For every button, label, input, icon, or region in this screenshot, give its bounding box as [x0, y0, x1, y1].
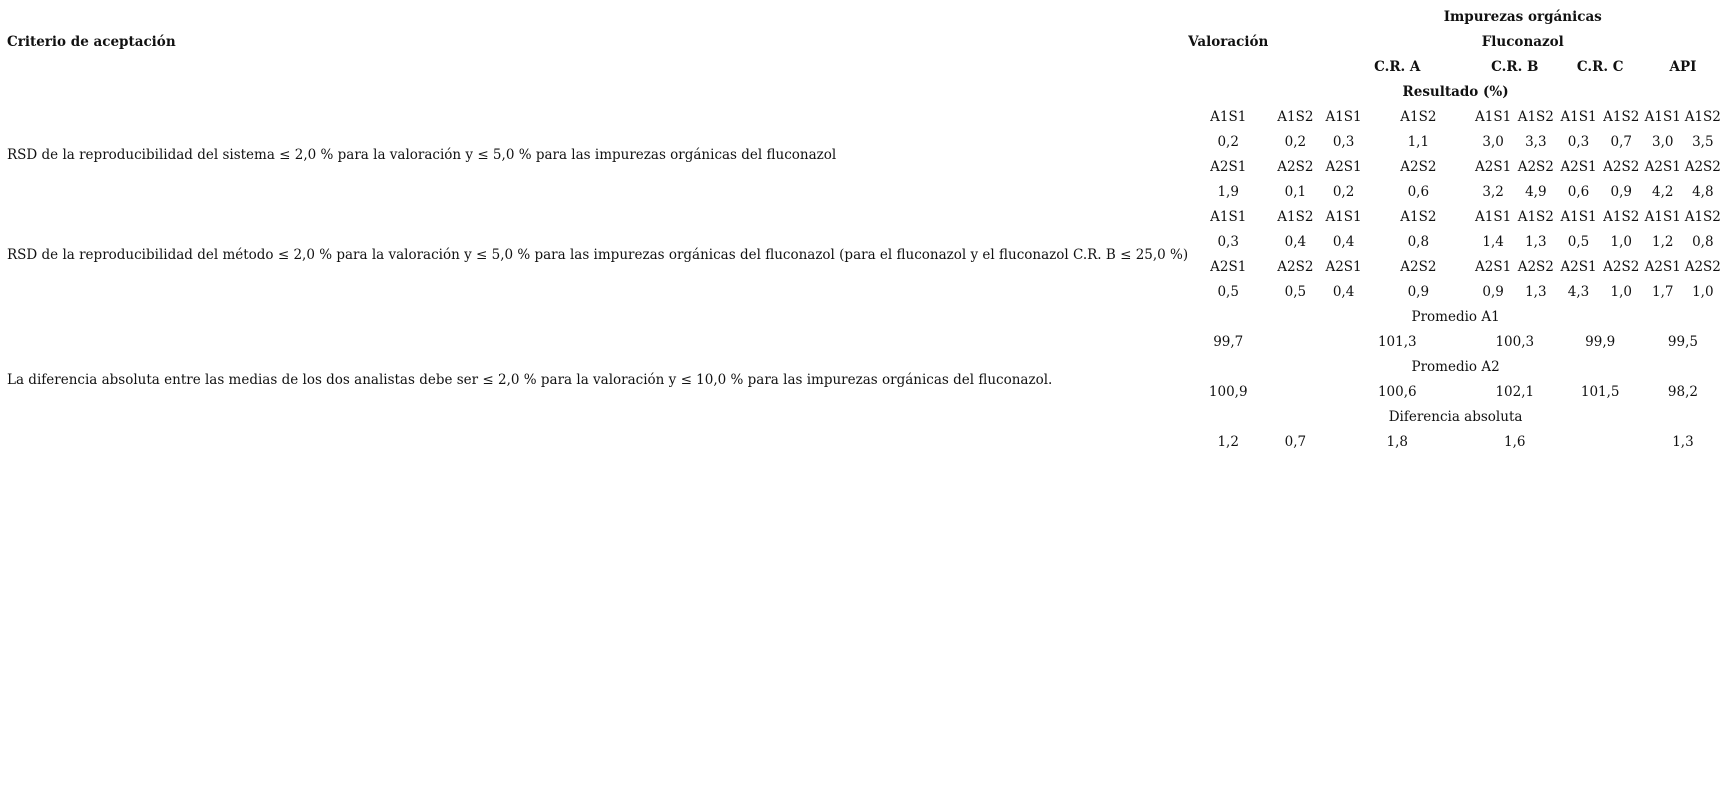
result-value: 0,2 [1332, 184, 1355, 200]
sample-label: A1S1 [1475, 109, 1512, 125]
sample-label: A2S2 [1603, 159, 1640, 175]
sample-label: A1S2 [1684, 209, 1721, 225]
difference-label: Diferencia absoluta [1388, 409, 1523, 425]
result-value: 0,3 [1217, 234, 1239, 250]
result-value: 0,6 [1567, 184, 1590, 200]
result-value: 1,3 [1525, 284, 1547, 300]
sample-label: A2S2 [1400, 159, 1437, 175]
result-value: 3,3 [1525, 134, 1547, 150]
average-value: 100,3 [1495, 334, 1535, 350]
sample-label: A2S2 [1400, 259, 1437, 275]
sample-label: A2S1 [1210, 259, 1247, 275]
sample-label: A2S1 [1325, 159, 1362, 175]
result-value: 0,5 [1284, 284, 1307, 300]
average-value: 100,6 [1377, 384, 1417, 400]
result-value: 0,8 [1692, 234, 1714, 250]
result-value: 1,1 [1407, 134, 1430, 150]
result-value: 0,3 [1567, 134, 1590, 150]
table-row [4, 305, 1723, 330]
header-valoracion: Valoración [1188, 34, 1269, 50]
result-value: 0,2 [1284, 134, 1307, 150]
result-value: 0,5 [1567, 234, 1590, 250]
sample-label: A2S1 [1560, 159, 1597, 175]
sample-label: A1S1 [1644, 109, 1681, 125]
sample-label: A1S1 [1560, 109, 1597, 125]
result-value: 0,9 [1482, 284, 1504, 300]
result-value: 0,9 [1610, 184, 1632, 200]
sample-label: A2S1 [1475, 159, 1512, 175]
average-value: 99,5 [1667, 334, 1698, 350]
header-api: API [1669, 59, 1697, 75]
difference-value: 1,2 [1217, 434, 1239, 450]
result-value: 1,3 [1525, 234, 1547, 250]
result-value: 4,9 [1525, 184, 1547, 200]
header-cra: C.R. A [1374, 59, 1421, 75]
sample-label: A1S1 [1560, 209, 1597, 225]
result-value: 0,2 [1217, 134, 1239, 150]
sample-label: A2S1 [1325, 259, 1362, 275]
sample-label: A2S2 [1277, 259, 1314, 275]
acceptance-criteria-table [4, 5, 1723, 455]
result-value: 0,6 [1407, 184, 1430, 200]
sample-label: A2S2 [1684, 259, 1721, 275]
result-value: 0,4 [1332, 234, 1355, 250]
header-impurezas: Impurezas orgánicas [1443, 9, 1602, 25]
header-row [4, 80, 1723, 105]
sample-label: A2S1 [1475, 259, 1512, 275]
result-value: 0,4 [1332, 284, 1355, 300]
sample-label: A2S2 [1517, 259, 1554, 275]
sample-label: A1S2 [1277, 209, 1314, 225]
sample-label: A1S2 [1277, 109, 1314, 125]
result-value: 4,2 [1652, 184, 1674, 200]
result-value: 3,2 [1482, 184, 1504, 200]
sample-label: A2S2 [1603, 259, 1640, 275]
difference-value: 1,8 [1386, 434, 1409, 450]
average-value: 99,9 [1585, 334, 1616, 350]
result-value: 0,8 [1407, 234, 1430, 250]
header-fluconazol: Fluconazol [1481, 34, 1564, 50]
result-value: 1,0 [1692, 284, 1714, 300]
average-value: 98,2 [1667, 384, 1698, 400]
result-value: 0,7 [1610, 134, 1632, 150]
criterion-text: RSD de la reproducibilidad del método ≤ 2,0 % para la valoración y ≤ 5,0 % para las impurezas orgánicas del fluconazol (para el fluconazol y el fluconazol C.R. B ≤ 25,0 %) [7, 246, 1189, 263]
criterion-text: RSD de la reproducibilidad del sistema ≤ 2,0 % para la valoración y ≤ 5,0 % para las impurezas orgánicas del fluconazol [7, 146, 837, 163]
average-value: 99,7 [1213, 334, 1244, 350]
result-value: 0,5 [1217, 284, 1239, 300]
header-row [4, 5, 1723, 30]
sample-label: A1S2 [1603, 109, 1640, 125]
sample-label: A1S1 [1325, 109, 1362, 125]
header-resultado: Resultado (%) [1402, 84, 1509, 100]
sample-label: A1S2 [1400, 209, 1437, 225]
result-value: 0,9 [1407, 284, 1430, 300]
sample-label: A2S2 [1517, 159, 1554, 175]
sample-label: A2S1 [1644, 159, 1681, 175]
difference-value: 1,3 [1672, 434, 1694, 450]
sample-label: A1S2 [1517, 109, 1554, 125]
sample-label: A1S2 [1517, 209, 1554, 225]
sample-label: A1S2 [1603, 209, 1640, 225]
sample-label: A2S1 [1210, 159, 1247, 175]
sample-label: A1S1 [1210, 109, 1247, 125]
sample-label: A2S1 [1644, 259, 1681, 275]
difference-value: 1,6 [1504, 434, 1526, 450]
table-row [4, 105, 1723, 130]
sample-label: A1S1 [1325, 209, 1362, 225]
result-value: 3,0 [1652, 134, 1674, 150]
average-value: 101,3 [1377, 334, 1417, 350]
average-a1-label: Promedio A1 [1411, 309, 1500, 325]
header-crc: C.R. C [1576, 59, 1624, 75]
result-value: 4,3 [1567, 284, 1590, 300]
result-value: 0,1 [1284, 184, 1307, 200]
sample-label: A2S2 [1684, 159, 1721, 175]
sample-label: A2S2 [1277, 159, 1314, 175]
result-value: 3,5 [1692, 134, 1714, 150]
sample-label: A1S1 [1644, 209, 1681, 225]
average-value: 100,9 [1208, 384, 1248, 400]
result-value: 1,2 [1652, 234, 1674, 250]
result-value: 0,3 [1332, 134, 1355, 150]
result-value: 0,4 [1284, 234, 1307, 250]
difference-value: 0,7 [1284, 434, 1307, 450]
result-value: 1,4 [1482, 234, 1504, 250]
average-a2-label: Promedio A2 [1411, 359, 1500, 375]
result-value: 1,0 [1610, 234, 1632, 250]
header-crb: C.R. B [1491, 59, 1539, 75]
average-value: 101,5 [1580, 384, 1620, 400]
result-value: 1,9 [1217, 184, 1239, 200]
result-value: 1,0 [1610, 284, 1632, 300]
result-value: 4,8 [1692, 184, 1714, 200]
result-value: 1,7 [1652, 284, 1674, 300]
table-row [4, 205, 1723, 230]
average-value: 102,1 [1495, 384, 1535, 400]
sample-label: A1S2 [1684, 109, 1721, 125]
criterion-text: La diferencia absoluta entre las medias de los dos analistas debe ser ≤ 2,0 % para la valoración y ≤ 10,0 % para las impurezas orgánicas del fluconazol. [7, 371, 1053, 388]
sample-label: A1S1 [1210, 209, 1247, 225]
sample-label: A2S1 [1560, 259, 1597, 275]
sample-label: A1S1 [1475, 209, 1512, 225]
result-value: 3,0 [1482, 134, 1504, 150]
header-criterio: Criterio de aceptación [7, 34, 176, 50]
sample-label: A1S2 [1400, 109, 1437, 125]
